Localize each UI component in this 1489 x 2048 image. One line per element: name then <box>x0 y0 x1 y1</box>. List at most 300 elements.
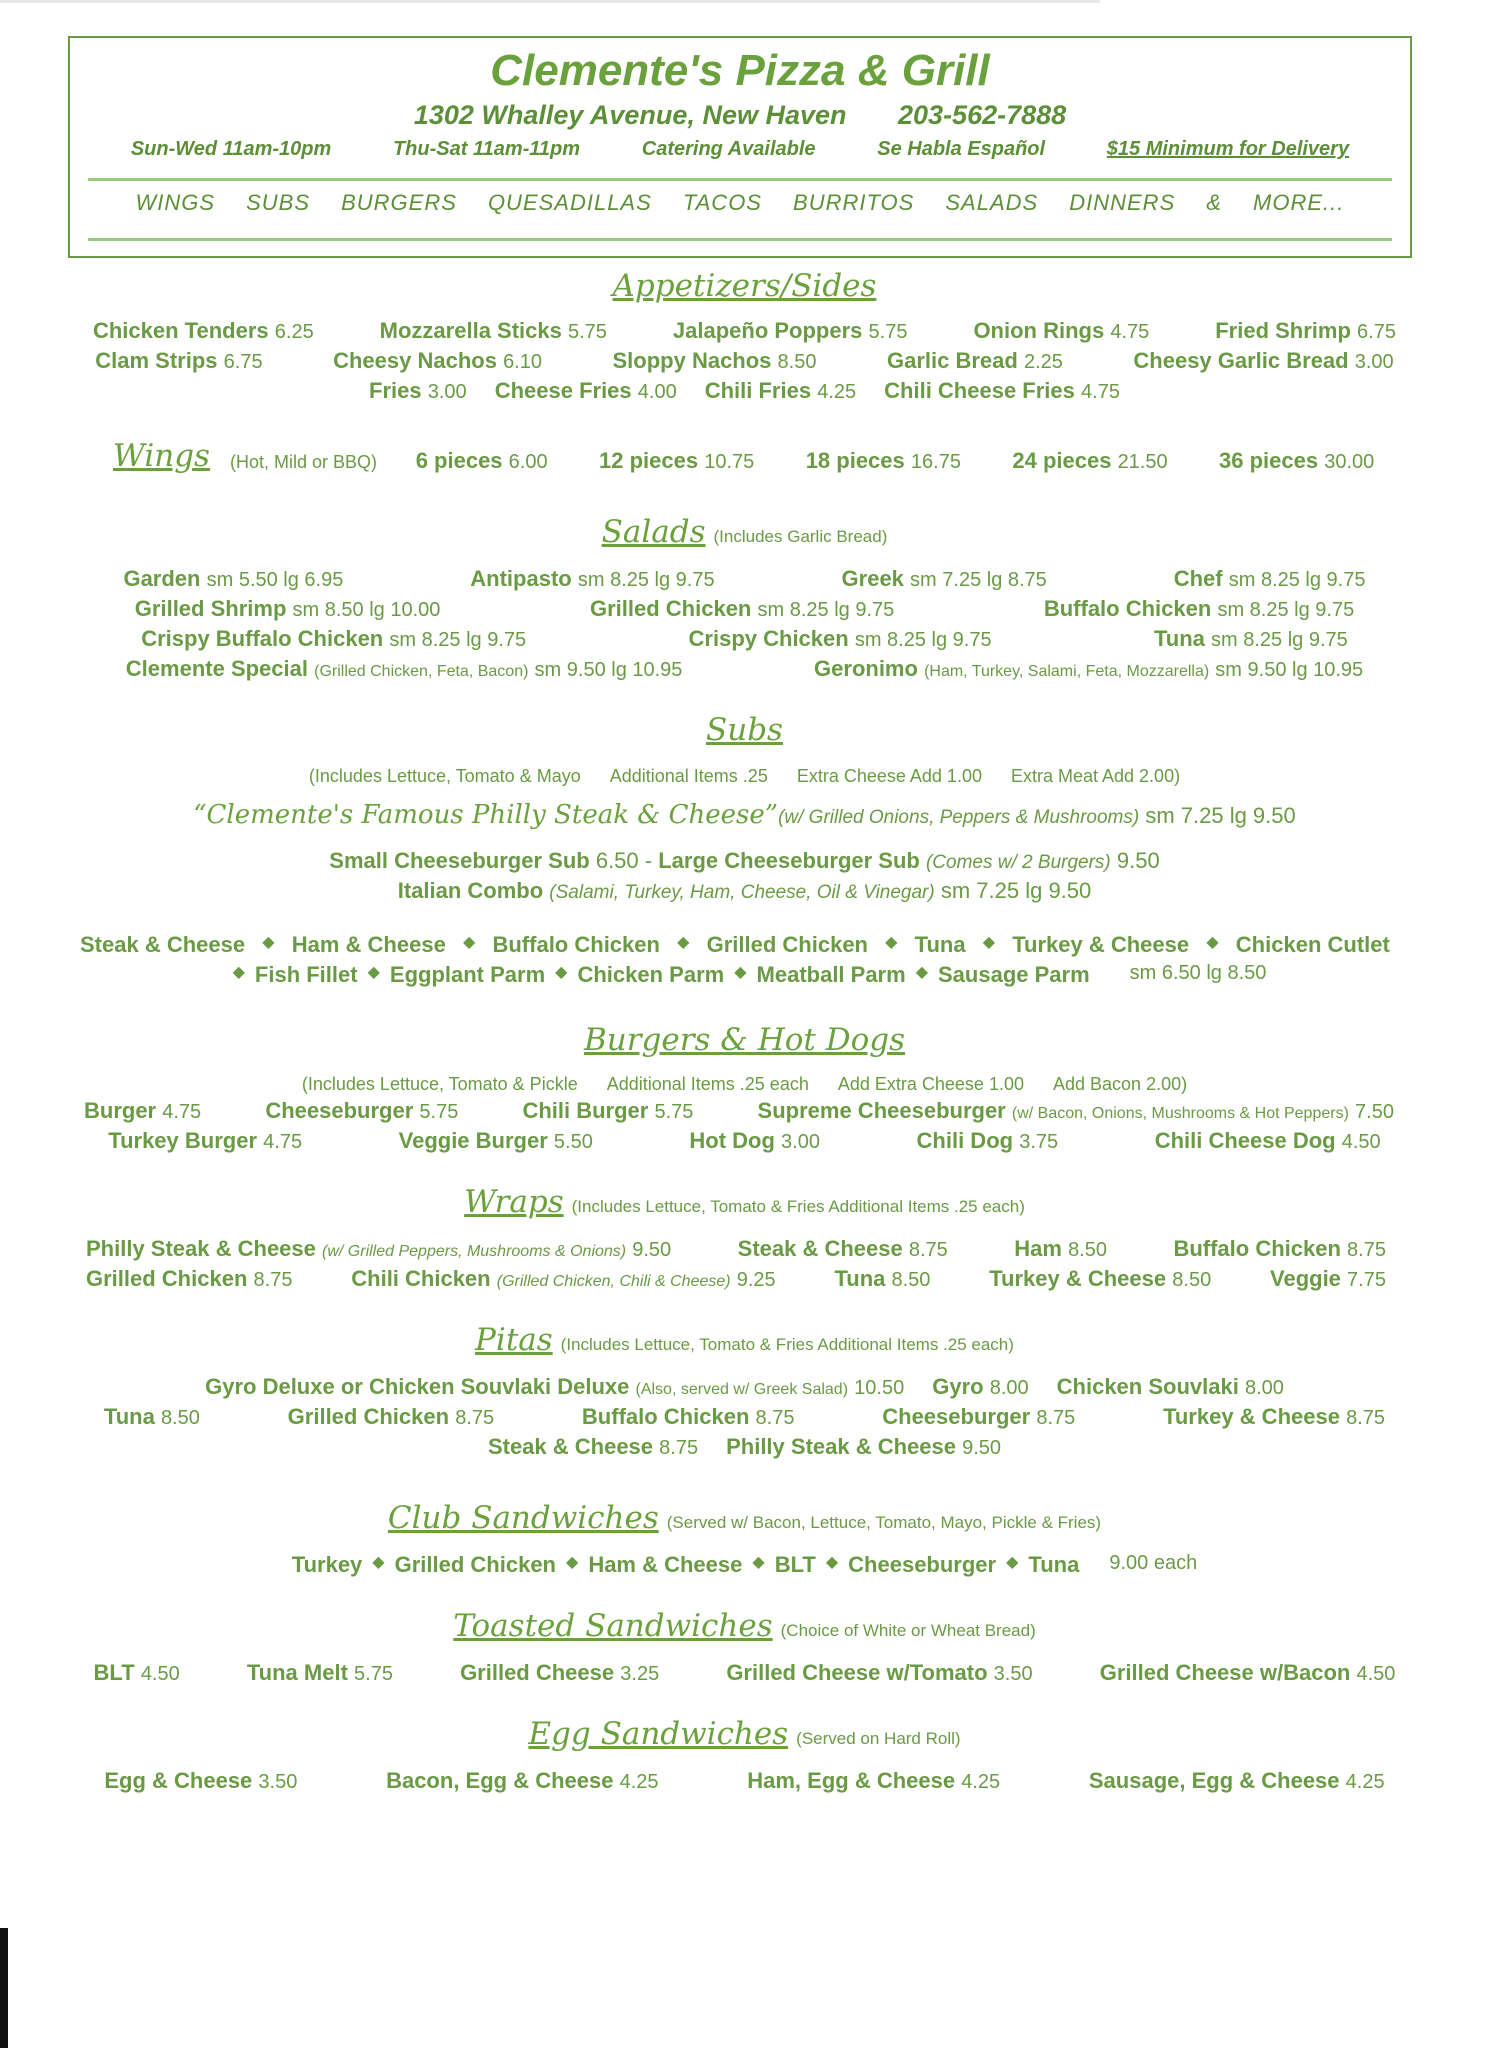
item-name: Grilled Chicken <box>287 1404 450 1429</box>
menu-item <box>1270 1266 1386 1292</box>
section-title: Burgers & Hot Dogs <box>583 1022 906 1058</box>
sub-item: Tuna <box>914 932 966 957</box>
item-price: 8.75 <box>1346 1407 1386 1429</box>
item-desc: (Grilled Chicken, Chili & Cheese) <box>496 1273 731 1290</box>
item-desc: (w/ Grilled Onions, Peppers & Mushrooms) <box>778 807 1140 828</box>
menu-item <box>399 1128 593 1154</box>
item-price: 8.75 <box>253 1269 293 1291</box>
note-text: Additional Items .25 <box>609 766 768 786</box>
item-name: Italian Combo <box>397 878 544 903</box>
item-price: 2.25 <box>1023 351 1063 373</box>
menu-item <box>141 626 526 652</box>
item-price: 6.10 <box>503 351 542 373</box>
item-name: Garlic Bread <box>886 348 1018 373</box>
egg-row <box>60 1768 1429 1794</box>
item-price: 6.00 <box>508 451 548 473</box>
item-price: 8.00 <box>1244 1377 1284 1399</box>
item-price: 7.75 <box>1347 1269 1386 1291</box>
section-title: Appetizers/Sides <box>612 268 877 304</box>
diamond-icon: ◆ <box>752 1554 765 1571</box>
wings-heading: Wings <box>113 438 210 474</box>
address: 1302 Whalley Avenue, New Haven <box>413 100 847 130</box>
menu-item <box>1057 1374 1284 1400</box>
item-price: 4.00 <box>637 381 677 403</box>
item-price: sm 6.50 lg 8.50 <box>1129 962 1267 984</box>
category-item: QUESADILLAS <box>487 190 652 215</box>
item-name: Fried Shrimp <box>1215 318 1351 343</box>
note-text: Additional Items .25 each <box>606 1074 809 1094</box>
section-note: (Includes Lettuce, Tomato & Fries Additional Items .25 each) <box>571 1197 1025 1216</box>
club-row <box>60 1552 1429 1578</box>
note-text: (Includes Lettuce, Tomato & Mayo <box>308 766 581 786</box>
category-item: DINNERS <box>1069 190 1176 215</box>
item-name: Geronimo <box>814 656 918 681</box>
menu-item <box>738 1236 948 1262</box>
item-price: sm 7.25 lg 9.50 <box>1145 803 1296 828</box>
section-note: (Choice of White or Wheat Bread) <box>780 1621 1036 1640</box>
subs-list-row <box>80 932 1390 958</box>
menu-item <box>599 448 754 474</box>
item-name: Cheeseburger <box>882 1404 1031 1429</box>
diamond-icon: ◆ <box>677 934 690 951</box>
menu-item <box>814 656 1363 682</box>
menu-item <box>689 626 992 652</box>
item-price: 8.50 <box>160 1407 200 1429</box>
section-note: (Includes Garlic Bread) <box>713 527 888 546</box>
appetizers-row <box>60 348 1429 374</box>
item-price: 4.25 <box>817 381 857 403</box>
menu-item <box>1163 1404 1385 1430</box>
menu-item <box>726 1434 1001 1460</box>
menu-item <box>93 318 314 344</box>
salads-row <box>60 626 1429 652</box>
category-list <box>70 190 1410 216</box>
item-name: Turkey Burger <box>108 1128 258 1153</box>
section-title: Club Sandwiches <box>387 1500 659 1536</box>
menu-item <box>887 348 1063 374</box>
menu-item <box>488 1434 698 1460</box>
appetizers-row <box>60 378 1429 404</box>
diamond-icon: ◆ <box>232 964 245 981</box>
item-name: Veggie Burger <box>398 1128 548 1153</box>
menu-item <box>932 1374 1028 1400</box>
section-title: Pitas <box>475 1322 553 1358</box>
menu-item <box>104 1768 297 1794</box>
item-price: 9.50 <box>962 1437 1002 1459</box>
item-price: 6.50 - <box>595 848 653 873</box>
item-price: 3.75 <box>1019 1131 1059 1153</box>
item-name: Tuna <box>834 1266 886 1291</box>
item-name: Chili Fries <box>704 378 812 403</box>
menu-item <box>726 1660 1032 1686</box>
menu-item <box>522 1098 693 1124</box>
item-price: 6.75 <box>223 351 263 373</box>
menu-item <box>135 596 441 622</box>
cheeseburger-sub <box>0 848 1489 874</box>
item-price: 8.50 <box>1068 1239 1107 1261</box>
item-desc: (Salami, Turkey, Ham, Cheese, Oil & Vinegar) <box>549 882 935 903</box>
sub-item: Eggplant Parm <box>389 962 546 987</box>
section-title: Salads <box>601 514 706 550</box>
item-price: 4.50 <box>1341 1131 1381 1153</box>
item-name: Egg & Cheese <box>104 1768 253 1793</box>
menu-item <box>882 1404 1075 1430</box>
item-name: “Clemente's Famous Philly Steak & Cheese” <box>193 800 779 830</box>
item-name: Cheese Fries <box>494 378 632 403</box>
item-desc: (w/ Grilled Peppers, Mushrooms & Onions) <box>322 1243 627 1260</box>
diamond-icon: ◆ <box>1206 934 1219 951</box>
item-name: Steak & Cheese <box>487 1434 654 1459</box>
diamond-icon: ◆ <box>885 934 898 951</box>
item-name: Onion Rings <box>973 318 1105 343</box>
sub-item: Ham & Cheese <box>291 932 446 957</box>
item-price: 4.50 <box>140 1663 180 1685</box>
item-name: Chili Cheese Dog <box>1154 1128 1336 1153</box>
item-name: Tuna <box>103 1404 155 1429</box>
address-line <box>70 100 1410 131</box>
item-price: 30.00 <box>1324 451 1375 473</box>
toasted-row <box>60 1660 1429 1686</box>
menu-item <box>86 1236 671 1262</box>
header-box <box>68 36 1412 258</box>
item-name: Chicken Souvlaki <box>1056 1374 1239 1399</box>
item-name: 24 pieces <box>1012 448 1112 473</box>
menu-item <box>1089 1768 1385 1794</box>
item-name: Turkey & Cheese <box>1163 1404 1340 1429</box>
item-name: Cheesy Nachos <box>333 348 497 373</box>
item-name: Turkey & Cheese <box>989 1266 1167 1291</box>
item-name: Jalapeño Poppers <box>672 318 863 343</box>
club-item: Tuna <box>1028 1552 1080 1577</box>
item-name: 12 pieces <box>599 448 699 473</box>
burgers-heading <box>0 1022 1489 1058</box>
category-item: & <box>1206 190 1222 215</box>
item-name: Chili Chicken <box>351 1266 491 1291</box>
menu-item <box>1100 1660 1396 1686</box>
item-name: Tuna <box>1153 626 1205 651</box>
menu-item <box>582 1404 795 1430</box>
item-name: Grilled Cheese w/Tomato <box>726 1660 988 1685</box>
philly-special <box>0 800 1489 830</box>
item-name: Buffalo Chicken <box>581 1404 750 1429</box>
item-price: 7.50 <box>1355 1101 1394 1123</box>
menu-item <box>380 318 607 344</box>
note-text: (Includes Lettuce, Tomato & Pickle <box>301 1074 578 1094</box>
item-name: 18 pieces <box>805 448 905 473</box>
menu-item <box>94 1660 180 1686</box>
item-price: 5.50 <box>553 1131 593 1153</box>
phone-number[interactable]: 203-562-7888 <box>898 100 1067 130</box>
scan-edge-left <box>0 1928 8 2048</box>
menu-item <box>973 318 1149 344</box>
item-name: Chili Burger <box>522 1098 649 1123</box>
item-price: 4.75 <box>1110 321 1150 343</box>
diamond-icon: ◆ <box>463 934 476 951</box>
club-item: BLT <box>774 1552 816 1577</box>
item-name: Crispy Buffalo Chicken <box>141 626 384 651</box>
diamond-icon: ◆ <box>982 934 996 951</box>
item-price: sm 8.25 lg 9.75 <box>1211 629 1348 651</box>
diamond-icon: ◆ <box>915 964 928 981</box>
menu-item <box>369 378 467 404</box>
club-item: Grilled Chicken <box>394 1552 556 1577</box>
toasted-heading <box>0 1608 1489 1644</box>
item-name: Gyro <box>932 1374 984 1399</box>
item-desc: (Ham, Turkey, Salami, Feta, Mozzarella) <box>924 663 1210 680</box>
category-item: SALADS <box>945 190 1039 215</box>
subs-list-row <box>60 962 1429 988</box>
item-desc: (w/ Bacon, Onions, Mushrooms & Hot Peppers) <box>1011 1105 1349 1122</box>
item-price: sm 8.25 lg 9.75 <box>854 629 992 651</box>
item-price: 4.25 <box>961 1771 1001 1793</box>
menu-item <box>247 1660 393 1686</box>
catering-note: Catering Available <box>641 138 816 160</box>
italian-combo <box>0 878 1489 904</box>
menu-item <box>1174 566 1366 592</box>
appetizers-row <box>60 318 1429 344</box>
sub-item: Fish Fillet <box>254 962 358 987</box>
section-title: Wraps <box>464 1184 564 1220</box>
scan-edge-top <box>0 0 1100 3</box>
item-name: Buffalo Chicken <box>1173 1236 1341 1261</box>
item-name: Sloppy Nachos <box>612 348 772 373</box>
item-price: sm 5.50 lg 6.95 <box>206 569 344 591</box>
menu-item <box>470 566 714 592</box>
pitas-row <box>60 1434 1429 1460</box>
pitas-row <box>60 1404 1429 1430</box>
item-price: 4.75 <box>162 1101 202 1123</box>
menu-item <box>884 378 1120 404</box>
menu-item <box>123 566 343 592</box>
menu-item <box>1133 348 1393 374</box>
menu-item <box>689 1128 820 1154</box>
item-price: 3.50 <box>993 1663 1033 1685</box>
menu-item <box>806 448 961 474</box>
item-price: 4.25 <box>619 1771 659 1793</box>
note-text: Extra Meat Add 2.00) <box>1010 766 1181 786</box>
item-name: Clam Strips <box>95 348 218 373</box>
item-name: Cheeseburger <box>265 1098 414 1123</box>
subs-notes <box>0 766 1489 787</box>
section-title: Toasted Sandwiches <box>453 1608 773 1644</box>
club-item: Turkey <box>291 1552 363 1577</box>
item-name: Grilled Cheese <box>460 1660 615 1685</box>
item-name: Mozzarella Sticks <box>379 318 562 343</box>
item-price: 9.25 <box>736 1269 776 1291</box>
diamond-icon: ◆ <box>262 934 275 951</box>
menu-item <box>288 1404 494 1430</box>
item-name: Ham <box>1014 1236 1062 1261</box>
item-price: 8.75 <box>455 1407 495 1429</box>
menu-item <box>747 1768 1000 1794</box>
category-item: TACOS <box>682 190 762 215</box>
menu-item <box>460 1660 659 1686</box>
menu-item <box>590 596 894 622</box>
item-price: 6.75 <box>1357 321 1396 343</box>
item-name: Cheesy Garlic Bread <box>1133 348 1349 373</box>
menu-item <box>613 348 817 374</box>
menu-item <box>673 318 908 344</box>
item-name: Grilled Chicken <box>86 1266 248 1291</box>
club-heading <box>0 1500 1489 1536</box>
item-name: Bacon, Egg & Cheese <box>386 1768 614 1793</box>
menu-item <box>386 1768 658 1794</box>
item-name: Buffalo Chicken <box>1043 596 1212 621</box>
item-name: Large Cheeseburger Sub <box>658 848 920 873</box>
diamond-icon: ◆ <box>566 1554 579 1571</box>
category-item: BURGERS <box>341 190 457 215</box>
item-price: 8.75 <box>908 1239 948 1261</box>
menu-item <box>758 1098 1394 1124</box>
item-price: 8.75 <box>1347 1239 1386 1261</box>
category-item: WINGS <box>135 190 216 215</box>
spanish-note: Se Habla Español <box>877 138 1046 160</box>
item-price: 8.50 <box>1172 1269 1212 1291</box>
item-name: Sausage, Egg & Cheese <box>1088 1768 1340 1793</box>
item-name: Garden <box>123 566 201 591</box>
item-name: Supreme Cheeseburger <box>757 1098 1006 1123</box>
salads-heading <box>0 514 1489 550</box>
item-price: sm 8.25 lg 9.75 <box>1228 569 1366 591</box>
item-price: sm 9.50 lg 10.95 <box>1215 659 1364 681</box>
note-text: Add Extra Cheese 1.00 <box>837 1074 1024 1094</box>
category-item: MORE... <box>1253 190 1345 215</box>
item-price: sm 8.25 lg 9.75 <box>1217 599 1355 621</box>
menu-item <box>705 378 856 404</box>
item-name: Small Cheeseburger Sub <box>329 848 590 873</box>
item-price: 8.00 <box>989 1377 1029 1399</box>
appetizers-heading <box>0 268 1489 304</box>
item-price: 5.75 <box>419 1101 459 1123</box>
item-name: Veggie <box>1270 1266 1341 1291</box>
item-price: 3.00 <box>427 381 467 403</box>
delivery-minimum: $15 Minimum for Delivery <box>1106 138 1350 160</box>
item-price: 5.75 <box>868 321 908 343</box>
note-text: Add Bacon 2.00) <box>1053 1074 1188 1094</box>
category-item: SUBS <box>246 190 311 215</box>
menu-item <box>104 1404 200 1430</box>
wraps-heading <box>0 1184 1489 1220</box>
item-price: 3.00 <box>781 1131 820 1153</box>
menu-item <box>1154 626 1348 652</box>
menu-item <box>84 1098 201 1124</box>
subs-heading <box>0 712 1489 748</box>
burgers-notes <box>0 1074 1489 1095</box>
section-note: (Includes Lettuce, Tomato & Fries Additional Items .25 each) <box>560 1335 1014 1354</box>
item-name: Burger <box>84 1098 157 1123</box>
sub-item: Steak & Cheese <box>80 932 246 957</box>
sub-item: Sausage Parm <box>938 962 1090 987</box>
menu-item <box>86 1266 292 1292</box>
item-name: Grilled Cheese w/Bacon <box>1099 1660 1351 1685</box>
section-title: Egg Sandwiches <box>528 1716 789 1752</box>
item-price: sm 9.50 lg 10.95 <box>534 659 683 681</box>
restaurant-title: Clemente's Pizza & Grill <box>490 46 990 95</box>
item-price: sm 8.25 lg 9.75 <box>389 629 527 651</box>
item-price: 8.50 <box>777 351 817 373</box>
item-price: 5.75 <box>567 321 607 343</box>
sub-item: Grilled Chicken <box>706 932 868 957</box>
item-name: Tuna Melt <box>246 1660 348 1685</box>
item-price: sm 8.50 lg 10.00 <box>292 599 441 621</box>
club-item: Cheeseburger <box>848 1552 997 1577</box>
item-price: sm 8.25 lg 9.75 <box>757 599 895 621</box>
item-name: Hot Dog <box>689 1128 775 1153</box>
item-price: sm 7.25 lg 8.75 <box>910 569 1047 591</box>
hours-thu-sat: Thu-Sat 11am-11pm <box>392 138 581 160</box>
item-desc: (Grilled Chicken, Feta, Bacon) <box>314 663 529 680</box>
menu-item <box>1215 318 1396 344</box>
wraps-row <box>86 1266 1386 1292</box>
item-price: 4.75 <box>263 1131 303 1153</box>
sub-item: Buffalo Chicken <box>492 932 660 957</box>
menu-item <box>842 566 1047 592</box>
diamond-icon: ◆ <box>734 964 747 981</box>
item-price: 3.00 <box>1354 351 1394 373</box>
item-name: BLT <box>93 1660 135 1685</box>
item-price: 10.75 <box>704 451 755 473</box>
wings-row <box>390 448 1400 474</box>
diamond-icon: ◆ <box>1006 1554 1019 1571</box>
menu-item <box>265 1098 458 1124</box>
item-price: 21.50 <box>1117 451 1168 473</box>
pitas-heading <box>0 1322 1489 1358</box>
item-price: 3.50 <box>258 1771 298 1793</box>
note-text: Extra Cheese Add 1.00 <box>796 766 982 786</box>
item-price: 8.75 <box>755 1407 795 1429</box>
hours-sun-wed: Sun-Wed 11am-10pm <box>130 138 332 160</box>
item-name: Philly Steak & Cheese <box>86 1236 316 1261</box>
item-price: 8.75 <box>659 1437 699 1459</box>
item-price: 6.25 <box>274 321 314 343</box>
item-name: Chef <box>1173 566 1223 591</box>
diamond-icon: ◆ <box>367 964 380 981</box>
burgers-row <box>84 1098 1394 1124</box>
menu-item <box>1014 1236 1107 1262</box>
item-name: Fries <box>369 378 422 403</box>
item-name: Antipasto <box>470 566 572 591</box>
wings-note: (Hot, Mild or BBQ) <box>230 452 378 472</box>
item-price: 4.75 <box>1081 381 1120 403</box>
item-price: 5.75 <box>354 1663 393 1685</box>
item-name: Clemente Special <box>125 656 308 681</box>
menu-item <box>351 1266 775 1292</box>
menu-item <box>333 348 542 374</box>
info-line <box>70 138 1410 161</box>
club-item: Ham & Cheese <box>588 1552 743 1577</box>
menu-item <box>126 656 683 682</box>
menu-item <box>917 1128 1059 1154</box>
item-name: Greek <box>841 566 904 591</box>
section-title: Subs <box>706 712 783 748</box>
item-desc: (Comes w/ 2 Burgers) <box>925 852 1111 873</box>
menu-item <box>416 448 548 474</box>
category-item: BURRITOS <box>793 190 915 215</box>
burgers-row <box>60 1128 1429 1154</box>
menu-item <box>205 1374 904 1400</box>
item-name: Grilled Chicken <box>589 596 752 621</box>
item-desc: (Also, served w/ Greek Salad) <box>635 1381 849 1398</box>
item-name: Crispy Chicken <box>688 626 849 651</box>
salads-row <box>60 596 1429 622</box>
salads-row <box>60 566 1429 592</box>
salads-row <box>60 656 1429 682</box>
item-price: 3.25 <box>620 1663 660 1685</box>
diamond-icon: ◆ <box>825 1554 839 1571</box>
sub-item: Meatball Parm <box>756 962 906 987</box>
pitas-row <box>60 1374 1429 1400</box>
menu-item <box>1219 448 1374 474</box>
